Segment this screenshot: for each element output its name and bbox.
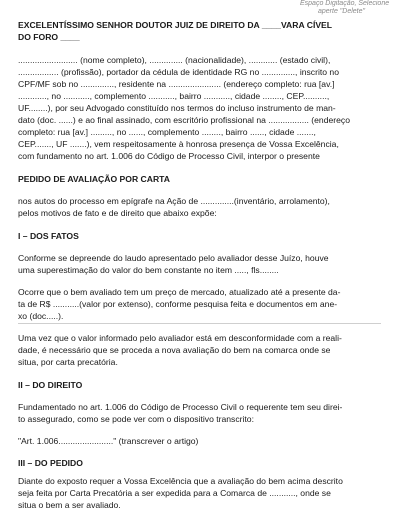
- qualification-line-1: ......................... (nome completo), .............. (nacionalidade), ............ (estado civil),: [18, 55, 331, 65]
- section-facts-title: I – DOS FATOS: [18, 231, 79, 241]
- request-p1-line-2: seja feita por Carta Precatória a ser expedida para a Comarca de ..........., onde se: [18, 488, 331, 498]
- law-p1-line-1: Fundamentado no art. 1.006 do Código de Processo Civil o requerente tem seu direi-: [18, 402, 343, 412]
- editing-hint-line-2: aperte "Delete": [318, 8, 365, 15]
- qualification-line-5: UF........), por seu Advogado constituído nos termos do incluso instrumento de man-: [18, 103, 336, 113]
- facts-p2-line-3: xo (doc.....).: [18, 311, 64, 321]
- request-p1-line-1: Diante do exposto requer a Vossa Excelência que a avaliação do bem acima descrito: [18, 476, 343, 486]
- facts-p2-line-1: Ocorre que o bem avaliado tem um preço de mercado, atualizado até a presente da-: [18, 287, 341, 297]
- qualification-line-8: CEP......., UF .......), vem respeitosamente à honrosa presença de Vossa Excelência,: [18, 139, 339, 149]
- qualification-line-6: dato (doc. ......) e ao final assinado, com escritório profissional na ................. (endereço: [18, 115, 350, 125]
- qualification-line-3: CPF/MF sob no .............., residente na ...................... (endereço completo: rua [av.]: [18, 79, 335, 89]
- request-p1-line-3: situa o bem a ser avaliado.: [18, 500, 121, 510]
- facts-p2-line-2: ta de R$ ...........(valor por extenso), conforme pesquisa feita e documentos em ane-: [18, 299, 338, 309]
- facts-p1-line-1: Conforme se depreende do laudo apresentado pelo avaliador desse Juízo, houve: [18, 253, 329, 263]
- section-law-title: II – DO DIREITO: [18, 380, 83, 390]
- section-request-title: III – DO PEDIDO: [18, 458, 83, 468]
- intro-line-1: nos autos do processo em epígrafe na Ação de ..............(inventário, arrolamento),: [18, 196, 330, 206]
- editing-hint-line-1: Espaço Digitação, Selecione: [300, 0, 390, 7]
- qualification-line-4: ............, no ..........., complemento ..........., bairro ..........., cidade ........, CEP..........,: [18, 91, 330, 101]
- facts-p3-line-3: situa, por carta precatória.: [18, 357, 118, 367]
- qualification-line-9: com fundamento no art. 1.006 do Código de Processo Civil, interpor o presente: [18, 151, 320, 161]
- facts-p1-line-2: uma superestimação do valor do bem constante no item ....., fls........: [18, 265, 279, 275]
- editing-hint: [232, 0, 400, 18]
- document-title: PEDIDO DE AVALIAÇÃO POR CARTA: [18, 174, 170, 184]
- facts-p3-line-1: Uma vez que o valor informado pelo avaliador está em desconformidade com a reali-: [18, 333, 342, 343]
- facts-p3-line-2: dade, é necessário que se proceda a nova avaliação do bem na comarca onde se: [18, 345, 331, 355]
- section-divider: [18, 323, 381, 324]
- intro-line-2: pelos motivos de fato e de direito que abaixo expõe:: [18, 208, 217, 218]
- law-quote: "Art. 1.006......................." (transcrever o artigo): [18, 436, 199, 446]
- heading-line-2: DO FORO ____: [18, 32, 80, 42]
- heading-line-1: EXCELENTÍSSIMO SENHOR DOUTOR JUIZ DE DIREITO DA ____VARA CÍVEL: [18, 20, 333, 30]
- law-p1-line-2: to assegurado, como se pode ver com o dispositivo transcrito:: [18, 414, 254, 424]
- qualification-line-2: ................. (profissão), portador da cédula de identidade RG no .............., inscrito no: [18, 67, 339, 77]
- qualification-line-7: completo: rua [av.] ........., no ......, complemento ........, bairro ......, cidade .......,: [18, 127, 316, 137]
